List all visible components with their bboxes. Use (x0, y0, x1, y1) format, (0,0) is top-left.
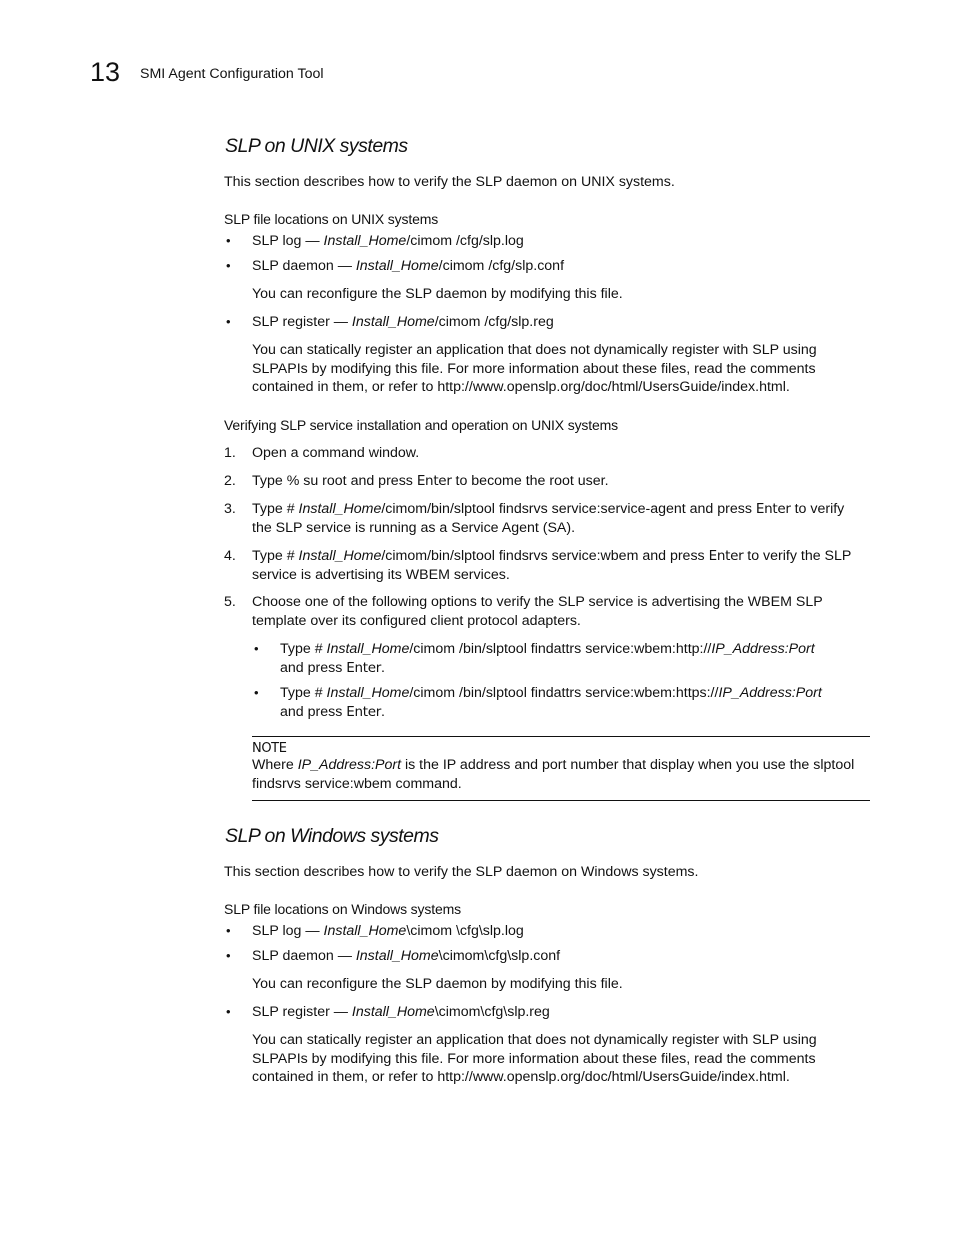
windows-slp-log-item: SLP log — Install_Home\cimom \cfg\slp.log (252, 923, 524, 939)
bullet-icon: • (226, 1004, 231, 1019)
unix-slp-daemon-item: SLP daemon — Install_Home/cimom /cfg/slp.conf (252, 258, 565, 274)
step-number: 5. (224, 594, 236, 610)
step-number: 3. (224, 501, 236, 517)
unix-section-heading: SLP on UNIX systems (225, 135, 408, 157)
unix-register-note: You can statically register an application that does not dynamically register with SLP using SLPAPIs by modifying this file. For more information about these files, read the comments contained in them, or refer to http://www.openslp.org/doc/html/UsersGuide/index.html. (252, 342, 817, 395)
note-top-rule (252, 736, 870, 737)
unix-step-3: Type # Install_Home/cimom/bin/slptool findsrvs service:service-agent and press Enter to verify the SLP service is running as a Service Agent (SA). (252, 501, 845, 536)
windows-slp-register-item: SLP register — Install_Home\cimom\cfg\slp.reg (252, 1004, 550, 1020)
unix-daemon-note: You can reconfigure the SLP daemon by modifying this file. (252, 286, 623, 302)
unix-step-2: Type % su root and press Enter to become the root user. (252, 473, 609, 489)
enter-key-label: Enter (755, 501, 791, 517)
windows-slp-daemon-item: SLP daemon — Install_Home\cimom\cfg\slp.conf (252, 948, 561, 964)
bullet-icon: • (254, 685, 259, 700)
windows-intro: This section describes how to verify the SLP daemon on Windows systems. (224, 864, 699, 880)
unix-verify-heading: Verifying SLP service installation and operation on UNIX systems (224, 417, 619, 433)
note-bottom-rule (252, 800, 870, 801)
enter-key-label: Enter (416, 473, 452, 489)
windows-locations-heading: SLP file locations on Windows systems (224, 901, 461, 917)
step-number: 1. (224, 445, 236, 461)
windows-daemon-note: You can reconfigure the SLP daemon by modifying this file. (252, 976, 623, 992)
unix-intro: This section describes how to verify the SLP daemon on UNIX systems. (224, 174, 675, 190)
bullet-icon: • (226, 314, 231, 329)
windows-register-note: You can statically register an application that does not dynamically register with SLP using SLPAPIs by modifying this file. For more information about these files, read the comments contained in them, or refer to http://www.openslp.org/doc/html/UsersGuide/index.html. (252, 1032, 817, 1085)
bullet-icon: • (254, 641, 259, 656)
note-label: NOTE (252, 741, 287, 756)
unix-step-5-option-https: Type # Install_Home/cimom /bin/slptool findattrs service:wbem:https://IP_Address:Port and press Enter. (280, 685, 822, 720)
unix-slp-register-item: SLP register — Install_Home/cimom /cfg/slp.reg (252, 314, 554, 330)
unix-step-4: Type # Install_Home/cimom/bin/slptool findsrvs service:wbem and press Enter to verify the SLP service is advertising its WBEM services. (252, 548, 852, 583)
unix-slp-log-item: SLP log — Install_Home/cimom /cfg/slp.log (252, 233, 524, 249)
unix-locations-heading: SLP file locations on UNIX systems (224, 211, 439, 227)
note-text: Where IP_Address:Port is the IP address and port number that display when you use the slptool findsrvs service:wbem command. (252, 757, 855, 792)
unix-step-1: Open a command window. (252, 445, 420, 461)
enter-key-label: Enter (346, 659, 381, 676)
bullet-icon: • (226, 923, 231, 938)
step-number: 4. (224, 548, 236, 564)
enter-key-label: Enter (708, 548, 744, 564)
chapter-title: SMI Agent Configuration Tool (140, 66, 324, 82)
windows-section-heading: SLP on Windows systems (225, 825, 439, 847)
bullet-icon: • (226, 233, 231, 248)
step-number: 2. (224, 473, 236, 489)
chapter-number: 13 (90, 57, 121, 87)
bullet-icon: • (226, 258, 231, 273)
bullet-icon: • (226, 948, 231, 963)
enter-key-label: Enter (346, 703, 381, 720)
unix-step-5-option-http: Type # Install_Home/cimom /bin/slptool findattrs service:wbem:http://IP_Address:Port and press Enter. (280, 641, 815, 676)
unix-step-5: Choose one of the following options to verify the SLP service is advertising the WBEM SLP template over its configured client protocol adapters. (252, 594, 823, 629)
